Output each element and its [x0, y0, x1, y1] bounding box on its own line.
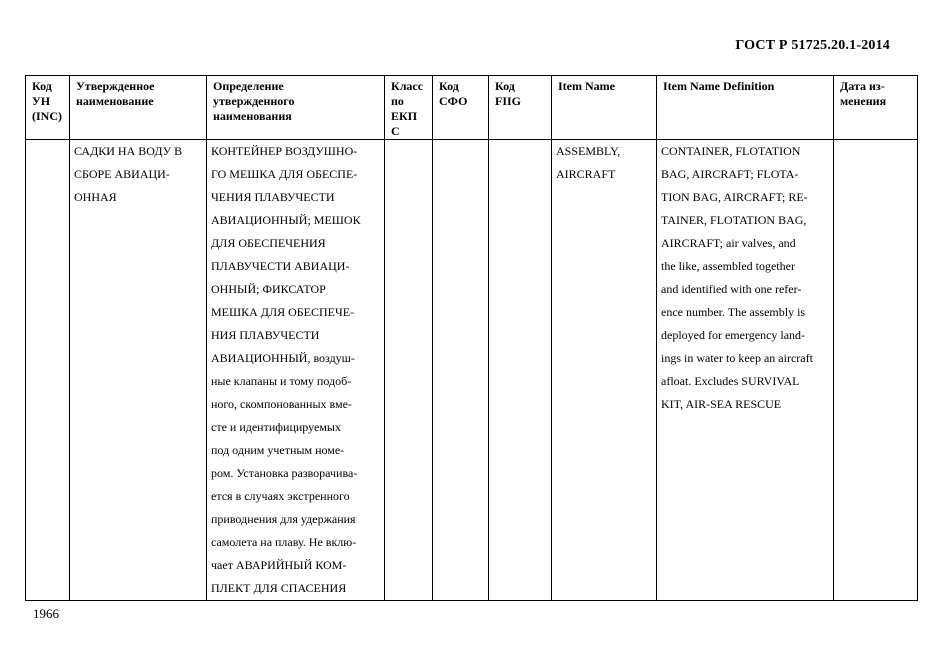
column-header-class	[385, 76, 433, 140]
catalog-table	[25, 75, 918, 601]
cell-item-name	[552, 140, 657, 601]
text-line: наименование	[76, 94, 154, 108]
text-line: ASSEMBLY,	[556, 144, 621, 158]
text-line: АВИАЦИОННЫЙ; МЕШОК	[211, 213, 361, 227]
text-line: KIT, AIR-SEA RESCUE	[661, 397, 782, 411]
text-line: С	[391, 124, 400, 138]
cell-inc	[26, 140, 70, 601]
text-line: самолета на плаву. Не вклю-	[211, 535, 357, 549]
text-line: Утвержденное	[76, 79, 155, 93]
text-line: УН	[32, 94, 51, 108]
cell-item-name-definition	[657, 140, 834, 601]
text-line: ПЛАВУЧЕСТИ АВИАЦИ-	[211, 259, 350, 273]
text-line: ПЛЕКТ ДЛЯ СПАСЕНИЯ	[211, 581, 347, 595]
document-title: ГОСТ Р 51725.20.1-2014	[735, 38, 890, 53]
text-line: СФО	[439, 94, 468, 108]
text-line: TION BAG, AIRCRAFT; RE-	[661, 190, 808, 204]
text-line: and identified with one refer-	[661, 282, 802, 296]
column-header-item-name	[552, 76, 657, 140]
text-line: утвержденного	[213, 94, 295, 108]
text-line: сте и идентифицируемых	[211, 420, 341, 434]
column-header-approved-name	[70, 76, 207, 140]
text-line: ЧЕНИЯ ПЛАВУЧЕСТИ	[211, 190, 335, 204]
text-line: ром. Установка разворачива-	[211, 466, 358, 480]
text-line: ГО МЕШКА ДЛЯ ОБЕСПЕ-	[211, 167, 358, 181]
text-line: САДКИ НА ВОДУ В	[74, 144, 183, 158]
table-row	[26, 140, 918, 601]
text-line: ОННАЯ	[74, 190, 117, 204]
text-line: Код	[439, 79, 459, 93]
text-line: наименования	[213, 109, 292, 123]
text-line: по	[391, 94, 404, 108]
text-line: Item Name	[558, 79, 615, 93]
text-line: менения	[840, 94, 887, 108]
text-line: ОННЫЙ; ФИКСАТОР	[211, 282, 326, 296]
cell-change-date	[834, 140, 918, 601]
text-line: AIRCRAFT; air valves, and	[661, 236, 796, 250]
text-line: ence number. The assembly is	[661, 305, 806, 319]
text-line: ings in water to keep an aircraft	[661, 351, 813, 365]
text-line: the like, assembled together	[661, 259, 795, 273]
column-header-item-name-definition	[657, 76, 834, 140]
text-line: ДЛЯ ОБЕСПЕЧЕНИЯ	[211, 236, 326, 250]
cell-sfo-code	[433, 140, 489, 601]
column-header-definition	[207, 76, 385, 140]
column-header-change-date	[834, 76, 918, 140]
text-line: BAG, AIRCRAFT; FLOTA-	[661, 167, 799, 181]
text-line: под одним учетным номе-	[211, 443, 345, 457]
text-line: Дата из-	[840, 79, 885, 93]
column-header-sfo-code	[433, 76, 489, 140]
column-header-inc	[26, 76, 70, 140]
page-number: 1966	[33, 606, 59, 621]
text-line: НИЯ ПЛАВУЧЕСТИ	[211, 328, 320, 342]
text-line: Item Name Definition	[663, 79, 775, 93]
cell-approved-name	[70, 140, 207, 601]
text-line: МЕШКА ДЛЯ ОБЕСПЕЧЕ-	[211, 305, 355, 319]
text-line: deployed for emergency land-	[661, 328, 806, 342]
text-line: FIIG	[495, 94, 522, 108]
text-line: Код	[495, 79, 515, 93]
text-line: (INC)	[32, 109, 62, 123]
text-line: СБОРЕ АВИАЦИ-	[74, 167, 170, 181]
cell-definition	[207, 140, 385, 601]
text-line: Класс	[391, 79, 424, 93]
text-line: TAINER, FLOTATION BAG,	[661, 213, 807, 227]
text-line: Код	[32, 79, 52, 93]
text-line: АВИАЦИОННЫЙ, воздуш-	[211, 351, 355, 365]
text-line: КОНТЕЙНЕР ВОЗДУШНО-	[211, 144, 358, 158]
column-header-fiig-code	[489, 76, 552, 140]
table-header-row	[26, 76, 918, 140]
text-line: AIRCRAFT	[556, 167, 616, 181]
cell-class	[385, 140, 433, 601]
text-line: afloat. Excludes SURVIVAL	[661, 374, 800, 388]
text-line: CONTAINER, FLOTATION	[661, 144, 801, 158]
text-line: чает АВАРИЙНЫЙ КОМ-	[211, 558, 347, 572]
cell-fiig-code	[489, 140, 552, 601]
text-line: ется в случаях экстренного	[211, 489, 350, 503]
text-line: ного, скомпонованных вме-	[211, 397, 352, 411]
text-line: Определение	[213, 79, 284, 93]
text-line: приводнения для удержания	[211, 512, 356, 526]
text-line: ЕКП	[391, 109, 418, 123]
text-line: ные клапаны и тому подоб-	[211, 374, 352, 388]
